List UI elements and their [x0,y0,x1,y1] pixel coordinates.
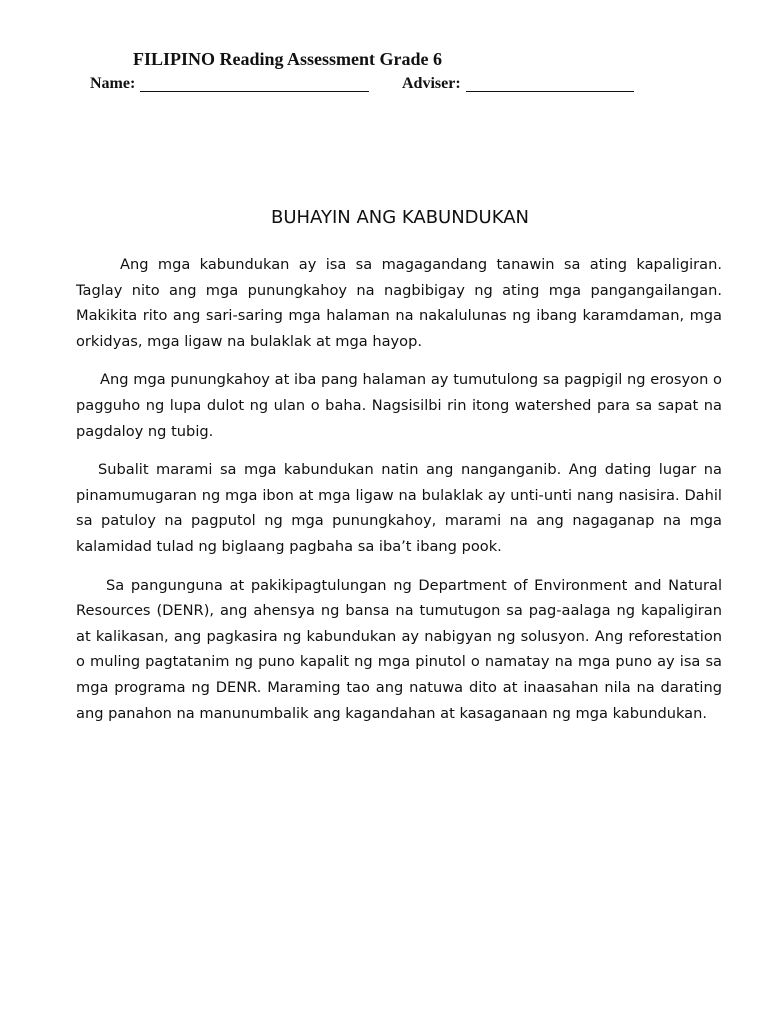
name-label: Name: [90,75,136,92]
adviser-field[interactable] [466,91,634,92]
story-paragraph: Sa pangunguna at pakikipagtulungan ng Department of Environment and Natural Resources (DENR), ang ahensya ng bansa na tumutugon sa pag-aalaga ng kapaligiran at kalikasan, ang pagkasira ng kabundukan ay nabigyan ng solusyon. Ang reforestation o muling pagtatanim ng puno kapalit ng mga pinutol o namatay na mga puno ay isa sa mga programa ng DENR. Maraming tao ang natuwa dito at inaasahan nila na darating ang panahon na manunumbalik ang kagandahan at kasaganaan ng mga kabundukan. [76,576,722,722]
page-title: FILIPINO Reading Assessment Grade 6 [133,49,443,69]
story-body [76,252,722,739]
story-paragraph: Ang mga punungkahoy at iba pang halaman ay tumutulong sa pagpigil ng erosyon o pagguho ng lupa dulot ng ulan o baha. Nagsisilbi rin itong watershed para sa sapat na pagdaloy ng tubig. [76,371,722,440]
adviser-label: Adviser: [402,75,461,92]
story-paragraph: Ang mga kabundukan ay isa sa magagandang tanawin sa ating kapaligiran. Taglay nito ang mga punungkahoy na nagbibigay ng ating mga pangangailangan. Makikita rito ang sari-saring mga halaman na nakalulunas ng ibang karamdaman, mga orkidyas, mga ligaw na bulaklak at mga hayop. [76,256,722,350]
name-field[interactable] [140,91,369,92]
story-title: BUHAYIN ANG KABUNDUKAN [270,207,529,228]
story-paragraph: Subalit marami sa mga kabundukan natin ang nanganganib. Ang dating lugar na pinamumugaran ng mga ibon at mga ligaw na bulaklak ay unti-unti nang nasisira. Dahil sa patuloy na pagputol ng mga punungkahoy, marami na ang nagaganap na mga kalamidad tulad ng biglaang pagbaha sa iba’t ibang pook. [76,461,722,555]
